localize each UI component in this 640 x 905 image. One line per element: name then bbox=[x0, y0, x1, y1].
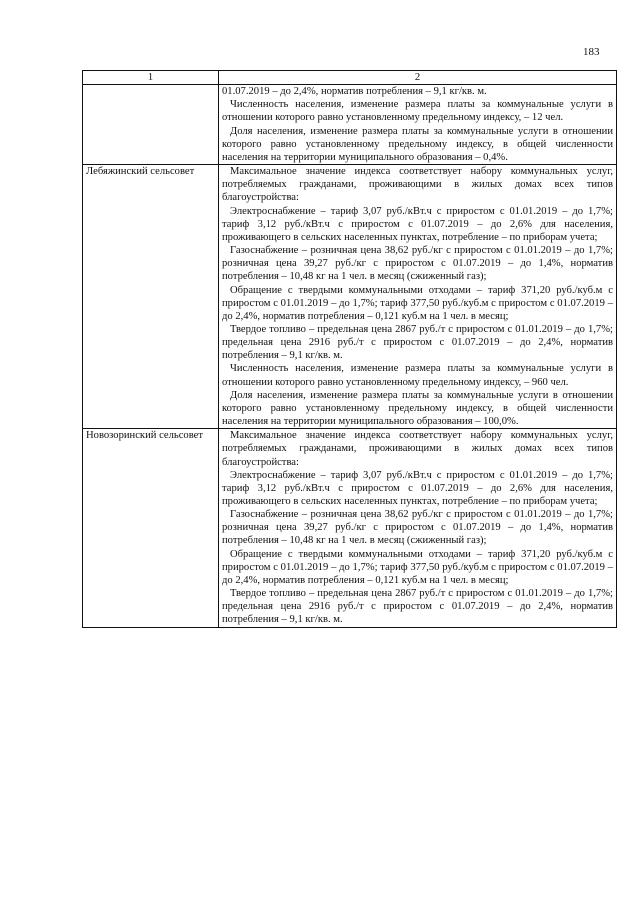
paragraph: Максимальное значение индекса соответствует набору коммунальных услуг, потребляемых гражданами, проживающими в жилых домах всех типов благоустройства: bbox=[222, 430, 613, 468]
column-header-1: 1 bbox=[83, 71, 219, 85]
index-description bbox=[219, 165, 617, 429]
paragraph: Максимальное значение индекса соответствует набору коммунальных услуг, потребляемых гражданами, проживающими в жилых домах всех типов благоустройства: bbox=[222, 166, 613, 204]
table-row bbox=[83, 85, 617, 165]
paragraph: Численность населения, изменение размера платы за коммунальные услуги в отношении которого равно установленному предельному индексу, – 960 чел. bbox=[222, 363, 613, 388]
index-table bbox=[82, 70, 617, 628]
table-row bbox=[83, 429, 617, 627]
paragraph: Электроснабжение – тариф 3,07 руб./кВт.ч с приростом с 01.01.2019 – до 1,7%; тариф 3,12 руб./кВт.ч с приростом с 01.07.2019 – до 2,6% для населения, проживающего в сельских населенных пунктах, потребление – по приборам учета; bbox=[222, 469, 613, 507]
table-row bbox=[83, 165, 617, 429]
paragraph: Численность населения, изменение размера платы за коммунальные услуги в отношении которого равно установленному предельному индексу, – 12 чел. bbox=[222, 99, 613, 124]
paragraph: Электроснабжение – тариф 3,07 руб./кВт.ч с приростом с 01.01.2019 – до 1,7%; тариф 3,12 руб./кВт.ч с приростом с 01.07.2019 – до 2,6% для населения, проживающего в сельских населенных пунктах, потребление – по приборам учета; bbox=[222, 205, 613, 243]
paragraph: Доля населения, изменение размера платы за коммунальные услуги в отношении которого равно установленному предельному индексу, в общей численности населения на территории муниципального образования – 0,4%. bbox=[222, 125, 613, 163]
paragraph: Газоснабжение – розничная цена 38,62 руб./кг с приростом с 01.01.2019 – до 1,7%; розничная цена 39,27 руб./кг с приростом с 01.07.2019 – до 1,4%, норматив потребления – 10,48 кг на 1 чел. в месяц (сжиженный газ); bbox=[222, 509, 613, 547]
paragraph: Доля населения, изменение размера платы за коммунальные услуги в отношении которого равно установленному предельному индексу, в общей численности населения на территории муниципального образования – 100,0%. bbox=[222, 389, 613, 428]
column-header-2: 2 bbox=[219, 71, 617, 85]
paragraph: 01.07.2019 – до 2,4%, норматив потребления – 9,1 кг/кв. м. bbox=[222, 86, 487, 98]
index-description bbox=[219, 429, 617, 627]
table-header-row bbox=[83, 71, 617, 85]
paragraph: Обращение с твердыми коммунальными отходами – тариф 371,20 руб./куб.м с приростом с 01.01.2019 – до 1,7%; тариф 377,50 руб./куб.м с приростом с 01.07.2019 – до 2,4%, норматив потребления – 0,121 куб.м на 1 чел. в месяц; bbox=[222, 548, 613, 586]
index-description bbox=[219, 85, 617, 165]
paragraph: Твердое топливо – предельная цена 2867 руб./т с приростом с 01.01.2019 – до 1,7%; предельная цена 2916 руб./т с приростом с 01.07.2019 – до 2,4%, норматив потребления – 9,1 кг/кв. м. bbox=[222, 323, 613, 362]
paragraph: Твердое топливо – предельная цена 2867 руб./т с приростом с 01.01.2019 – до 1,7%; предельная цена 2916 руб./т с приростом с 01.07.2019 – до 2,4%, норматив потребления – 9,1 кг/кв. м. bbox=[222, 588, 613, 626]
paragraph: Обращение с твердыми коммунальными отходами – тариф 371,20 руб./куб.м с приростом с 01.01.2019 – до 1,7%; тариф 377,50 руб./куб.м с приростом с 01.07.2019 – до 2,4%, норматив потребления – 0,121 куб.м на 1 чел. в месяц; bbox=[222, 284, 613, 322]
municipality-name: Новозоринский сельсовет bbox=[83, 429, 219, 627]
page-number: 183 bbox=[583, 46, 600, 58]
municipality-name bbox=[83, 85, 219, 165]
municipality-name: Лебяжинский сельсовет bbox=[83, 165, 219, 429]
paragraph: Газоснабжение – розничная цена 38,62 руб./кг с приростом с 01.01.2019 – до 1,7%; розничная цена 39,27 руб./кг с приростом с 01.07.2019 – до 1,4%, норматив потребления – 10,48 кг на 1 чел. в месяц (сжиженный газ); bbox=[222, 245, 613, 283]
